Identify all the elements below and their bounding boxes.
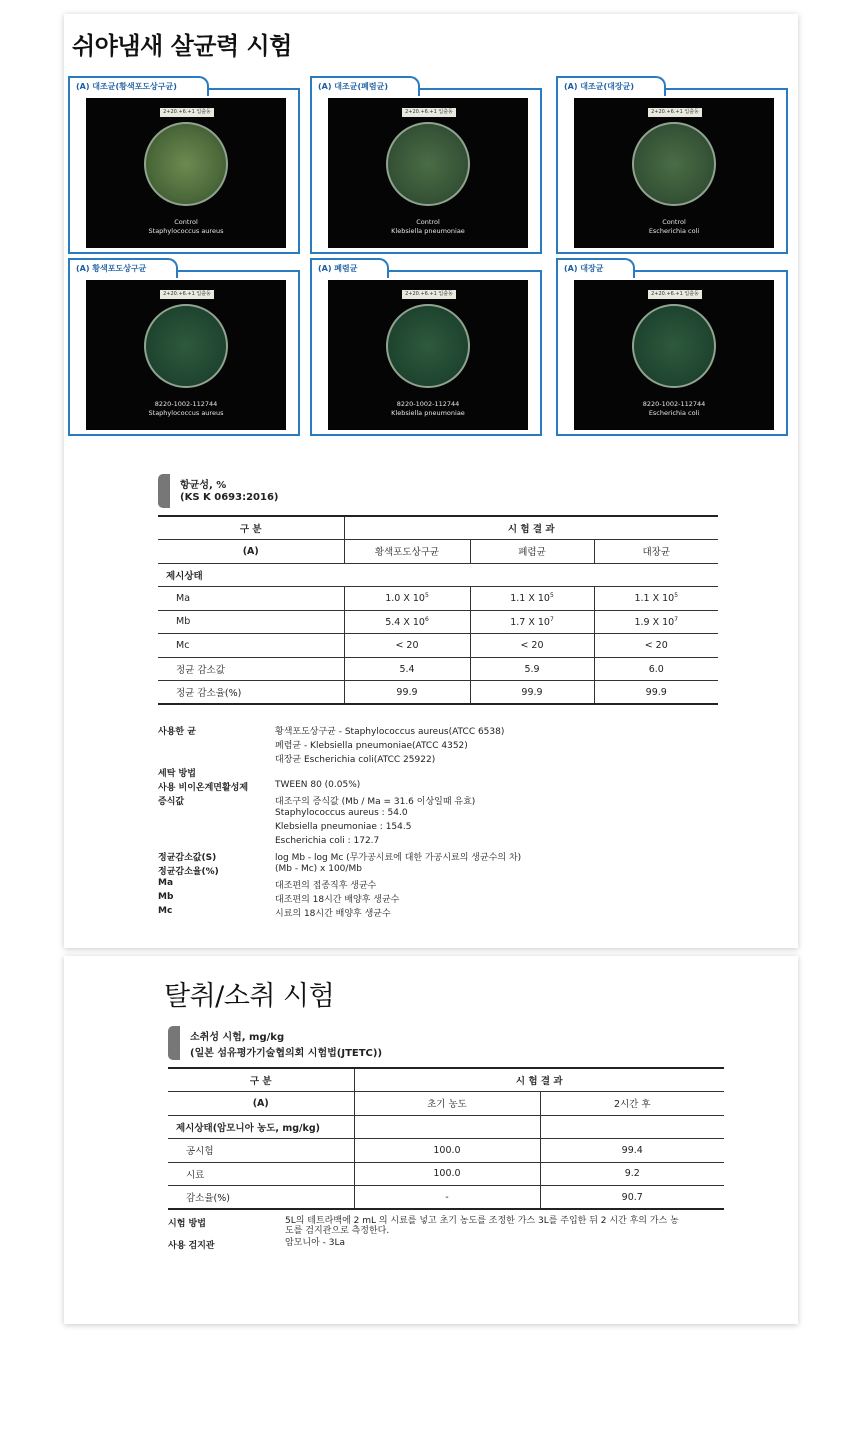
note-row [158, 794, 758, 808]
row-label: 정균 감소율(%) [158, 681, 344, 705]
header-result: 시 험 결 과 [354, 1068, 724, 1092]
table-title: 항균성, % [180, 480, 227, 491]
antibacterial-result-table [158, 515, 718, 705]
value-cell: 90.7 [540, 1186, 724, 1210]
note-value: 폐렴균 - Klebsiella pneumoniae(ATCC 4352) [275, 741, 468, 751]
table-row [158, 657, 718, 681]
col-initial: 초기 농도 [354, 1092, 540, 1116]
antibacterial-section-title: 쉬야냄새 살균력 시험 [72, 32, 292, 60]
value-exponent: 7 [549, 615, 554, 623]
note-row [168, 1216, 768, 1238]
note-key: Ma [158, 878, 174, 888]
note-row [158, 724, 758, 738]
col-after-2h: 2시간 후 [540, 1092, 724, 1116]
note-value: (Mb - Mc) x 100/Mb [275, 864, 362, 874]
note-value: TWEEN 80 (0.05%) [275, 780, 361, 790]
panel-tab-label: (A) 대조균(폐렴균) [310, 76, 420, 96]
petri-panel [310, 76, 542, 254]
note-value: 황색포도상구균 - Staphylococcus aureus(ATCC 6538) [275, 727, 505, 737]
petri-panel [310, 258, 542, 436]
empty-cell [354, 1115, 540, 1139]
col-ecoli: 대장균 [594, 540, 718, 564]
value-cell [470, 681, 594, 705]
value-cell: - [354, 1186, 540, 1210]
note-row [158, 752, 758, 766]
dish-caption-id: 8220-1002-112744 [154, 400, 218, 408]
value-mantissa: 1.9 X 10 [634, 616, 675, 628]
table-row [158, 610, 718, 634]
note-key: 사용한 균 [158, 727, 196, 737]
note-value: Staphylococcus aureus : 54.0 [275, 808, 408, 818]
value-cell [470, 634, 594, 658]
col-klebsiella: 폐렴균 [470, 540, 594, 564]
deodorization-result-table [168, 1067, 724, 1210]
header-gubun: 구 분 [158, 516, 344, 540]
value-cell: 9.2 [540, 1162, 724, 1186]
state-label: 제시상태 [158, 563, 718, 587]
value-exponent: 7 [674, 615, 679, 623]
value-cell [594, 587, 718, 611]
row-label: 공시험 [168, 1139, 354, 1163]
note-value: 대조편의 18시간 배양후 생균수 [275, 895, 400, 905]
value-mantissa: 1.1 X 10 [510, 593, 550, 605]
value-mantissa: 99.9 [645, 687, 667, 699]
dish-sticker: 2+20.+6.+1 입출동 [402, 290, 456, 299]
value-mantissa: 6.0 [648, 663, 664, 675]
header-gubun: 구 분 [168, 1068, 354, 1092]
note-key: 세탁 방법 [158, 769, 196, 779]
note-value: Klebsiella pneumoniae : 154.5 [275, 822, 412, 832]
value-cell [344, 681, 470, 705]
note-value-line2: 도를 검지관으로 측정한다. [285, 1226, 390, 1236]
panel-tab-label: (A) 대조균(대장균) [556, 76, 666, 96]
note-key: 증식값 [158, 797, 185, 807]
dish-caption-species: Klebsiella pneumoniae [391, 409, 465, 417]
header-sample: (A) [168, 1092, 354, 1116]
dish-sticker: 2+20.+6.+1 입출동 [402, 108, 456, 117]
table-title: 소취성 시험, mg/kg [190, 1032, 285, 1043]
table-row [158, 587, 718, 611]
value-cell [470, 657, 594, 681]
petri-dish [632, 304, 716, 388]
dish-caption-id: 8220-1002-112744 [396, 400, 460, 408]
value-cell: 100.0 [354, 1162, 540, 1186]
petri-dish-photo [574, 280, 774, 430]
note-row [158, 878, 758, 892]
note-value-line1: 암모니아 - 3La [285, 1238, 346, 1248]
petri-dish-photo [574, 98, 774, 248]
panel-tab-label: (A) 폐렴균 [310, 258, 389, 278]
note-key: 정균감소율(%) [158, 867, 219, 877]
petri-dish-photo [86, 280, 286, 430]
note-value: Escherichia coli : 172.7 [275, 836, 380, 846]
dish-caption-id: 8220-1002-112744 [642, 400, 706, 408]
row-label: 감소율(%) [168, 1186, 354, 1210]
petri-panel [556, 76, 788, 254]
petri-panel [68, 76, 300, 254]
note-row [158, 738, 758, 752]
petri-dish [144, 122, 228, 206]
dish-sticker: 2+20.+6.+1 입출동 [160, 108, 214, 117]
note-value-line1: 5L의 테트라백에 2 mL 의 시료를 넣고 초기 농도를 조정한 가스 3L를 주입한 뒤 2 시간 후의 가스 농 [285, 1216, 679, 1226]
value-exponent: 5 [549, 592, 554, 600]
value-cell [344, 657, 470, 681]
value-mantissa: 5.4 [399, 663, 415, 675]
value-exponent: 6 [424, 615, 429, 623]
value-mantissa: 5.4 X 10 [385, 616, 425, 628]
dish-sticker: 2+20.+6.+1 입출동 [648, 108, 702, 117]
note-key: 사용 비이온계면활성제 [158, 783, 249, 793]
dish-caption-species: Klebsiella pneumoniae [391, 227, 465, 235]
dish-sticker: 2+20.+6.+1 입출동 [160, 290, 214, 299]
petri-dish-photo [86, 98, 286, 248]
col-staphylococcus: 황색포도상구균 [344, 540, 470, 564]
heading-bar [168, 1026, 180, 1060]
note-row [168, 1238, 768, 1252]
table-row [158, 634, 718, 658]
petri-dish-photo [328, 98, 528, 248]
note-row [158, 892, 758, 906]
petri-dish-photo [328, 280, 528, 430]
value-cell [594, 657, 718, 681]
note-key: Mb [158, 892, 174, 902]
deodorization-section-title: 탈취/소취 시험 [164, 981, 335, 1012]
value-mantissa: 1.1 X 10 [634, 593, 675, 605]
note-row [158, 766, 758, 780]
table-row [168, 1186, 724, 1210]
dish-caption-species: Escherichia coli [648, 409, 700, 417]
value-mantissa: 5.9 [524, 663, 540, 675]
value-mantissa: < 20 [395, 640, 419, 652]
value-mantissa: 99.9 [396, 687, 418, 699]
dish-caption-species: Staphylococcus aureus [148, 409, 224, 417]
note-row [158, 780, 758, 794]
dish-caption-species: Escherichia coli [648, 227, 700, 235]
note-row [158, 822, 758, 836]
value-cell: 100.0 [354, 1139, 540, 1163]
note-row [158, 864, 758, 878]
value-mantissa: < 20 [520, 640, 544, 652]
note-value: 대장균 Escherichia coli(ATCC 25922) [275, 755, 436, 765]
note-key: Mc [158, 906, 173, 916]
heading-bar [158, 474, 170, 508]
deodorization-notes [168, 1216, 768, 1252]
panel-tab-label: (A) 대조균(황색포도상구균) [68, 76, 209, 96]
value-cell [470, 587, 594, 611]
antibacterial-notes [158, 724, 758, 920]
note-key: 사용 검지관 [168, 1241, 215, 1251]
panel-tab-label: (A) 대장균 [556, 258, 635, 278]
value-mantissa: 1.7 X 10 [510, 616, 550, 628]
note-value [285, 1238, 345, 1248]
petri-dish [386, 304, 470, 388]
note-value: 시료의 18시간 배양후 생균수 [275, 909, 391, 919]
antibacterial-test-card [64, 14, 798, 948]
note-row [158, 850, 758, 864]
row-label: Ma [158, 587, 344, 611]
value-cell [594, 681, 718, 705]
note-key: 정균감소값(S) [158, 853, 217, 863]
value-cell [594, 634, 718, 658]
petri-panel [556, 258, 788, 436]
table-row [158, 681, 718, 705]
value-exponent: 5 [424, 592, 429, 600]
note-key: 시험 방법 [168, 1219, 206, 1229]
value-cell [344, 610, 470, 634]
panel-tab-label: (A) 황색포도상구균 [68, 258, 178, 278]
row-label: 시료 [168, 1162, 354, 1186]
empty-cell [540, 1115, 724, 1139]
petri-dish [144, 304, 228, 388]
note-value: 대조편의 접종직후 생균수 [275, 881, 377, 891]
row-label: 정균 감소값 [158, 657, 344, 681]
state-label: 제시상태(암모니아 농도, mg/kg) [168, 1115, 354, 1139]
table-row [168, 1162, 724, 1186]
note-value: 대조구의 증식값 (Mb / Ma = 31.6 이상일때 유효) [275, 797, 476, 807]
value-exponent: 5 [674, 592, 679, 600]
value-cell [344, 587, 470, 611]
table-subtitle: (KS K 0693:2016) [180, 492, 279, 503]
deodorization-test-card [64, 956, 798, 1324]
note-row [158, 808, 758, 822]
dish-caption-id: Control [662, 218, 686, 226]
petri-dish [386, 122, 470, 206]
table-row [168, 1139, 724, 1163]
dish-caption-id: Control [416, 218, 440, 226]
petri-panel [68, 258, 300, 436]
value-cell: 99.4 [540, 1139, 724, 1163]
dish-sticker: 2+20.+6.+1 입출동 [648, 290, 702, 299]
row-label: Mb [158, 610, 344, 634]
note-value [285, 1216, 679, 1236]
header-result: 시 험 결 과 [344, 516, 718, 540]
value-cell [594, 610, 718, 634]
value-mantissa: < 20 [644, 640, 668, 652]
value-cell [470, 610, 594, 634]
row-label: Mc [158, 634, 344, 658]
dish-caption-species: Staphylococcus aureus [148, 227, 224, 235]
note-row [158, 906, 758, 920]
table-subtitle: (일본 섬유평가기술협의회 시험법(JTETC)) [190, 1048, 383, 1059]
note-row [158, 836, 758, 850]
note-value: log Mb - log Mc (무가공시료에 대한 가공시료의 생균수의 차) [275, 853, 522, 863]
value-mantissa: 1.0 X 10 [385, 593, 425, 605]
petri-dish [632, 122, 716, 206]
dish-caption-id: Control [174, 218, 198, 226]
header-sample: (A) [158, 540, 344, 564]
value-cell [344, 634, 470, 658]
value-mantissa: 99.9 [521, 687, 543, 699]
